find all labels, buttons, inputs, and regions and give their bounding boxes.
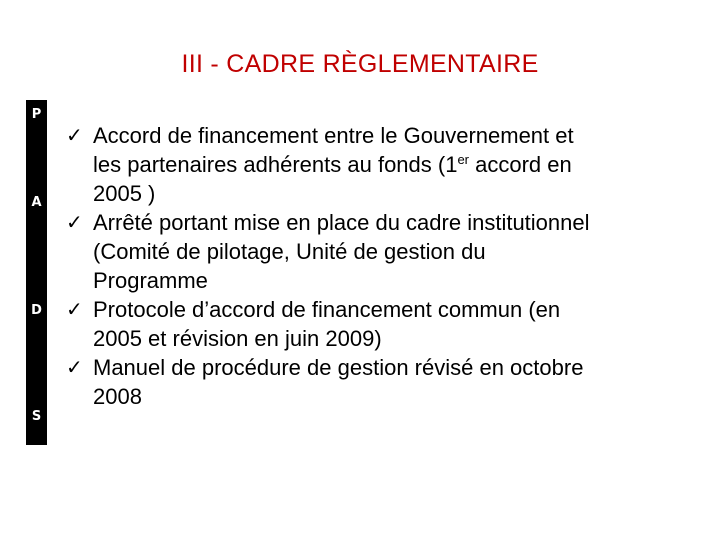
- bullet-line: Arrêté portant mise en place du cadre institutionnel: [93, 210, 590, 235]
- checkmark-icon: ✓: [66, 210, 83, 234]
- bullet-line: les partenaires adhérents au fonds (1er accord en: [93, 152, 572, 177]
- bullet-line: Manuel de procédure de gestion révisé en octobre: [93, 355, 584, 380]
- slide-title: III - CADRE RÈGLEMENTAIRE: [181, 50, 539, 78]
- side-letter-p: P: [31, 107, 42, 122]
- bullet-item: [66, 353, 706, 411]
- checkmark-icon: ✓: [66, 123, 83, 147]
- checkmark-icon: ✓: [66, 297, 83, 321]
- side-letter-d: D: [31, 303, 42, 318]
- bullet-line: (Comité de pilotage, Unité de gestion du: [93, 239, 486, 264]
- side-bar: [26, 100, 47, 445]
- bullet-item: [66, 208, 706, 295]
- bullet-line: Programme: [93, 268, 208, 293]
- superscript: er: [457, 152, 470, 167]
- bullet-item: [66, 295, 706, 353]
- bullet-line: Protocole d’accord de financement commun (en: [93, 297, 561, 322]
- bullet-line: Accord de financement entre le Gouvernement et: [93, 123, 574, 148]
- bullet-item: [66, 121, 706, 208]
- bullet-line: 2005 ): [93, 181, 156, 206]
- bullet-line: 2008: [93, 384, 142, 409]
- side-letter-s: S: [31, 409, 42, 424]
- bullet-list: [66, 121, 706, 411]
- side-letter-a: A: [31, 195, 42, 210]
- checkmark-icon: ✓: [66, 355, 83, 379]
- bullet-line: 2005 et révision en juin 2009): [93, 326, 382, 351]
